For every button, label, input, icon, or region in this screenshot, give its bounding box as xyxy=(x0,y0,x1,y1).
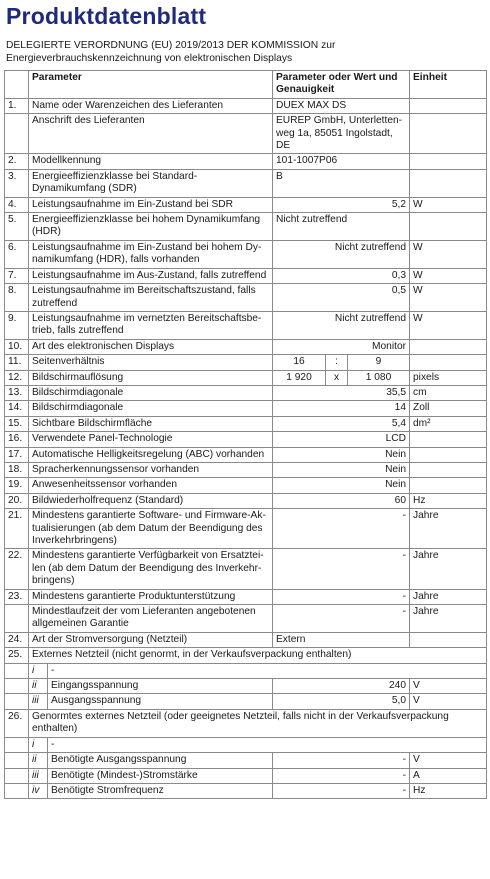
row-unit xyxy=(410,432,487,447)
row-number: 8. xyxy=(5,284,29,312)
row-unit xyxy=(410,169,487,197)
row-unit xyxy=(410,98,487,113)
table-row xyxy=(5,114,487,154)
regulation-subtitle: DELEGIERTE VERORDNUNG (EU) 2019/2013 DER KOMMISSION zur Energieverbrauchskennzeichnung von elektronischen Displays xyxy=(6,40,336,64)
row-unit xyxy=(410,462,487,477)
row-number xyxy=(5,694,29,709)
row-label: Leistungsaufnahme im vernetzten Bereitschaftsbe-trieb, falls zutreffend xyxy=(29,311,273,339)
row-label: Leistungsaufnahme im Ein-Zustand bei SDR xyxy=(29,197,273,212)
row-unit: pixels xyxy=(410,370,487,385)
table-row xyxy=(5,416,487,431)
table-row xyxy=(5,385,487,400)
row-number: 6. xyxy=(5,240,29,268)
row-unit: Jahre xyxy=(410,509,487,549)
subrow-unit: A xyxy=(410,768,487,783)
product-data-table xyxy=(4,70,487,799)
table-subrow xyxy=(5,663,487,678)
row-unit: Jahre xyxy=(410,605,487,633)
table-row xyxy=(5,213,487,241)
table-row xyxy=(5,268,487,283)
subrow-index: iii xyxy=(29,768,48,783)
row-unit: Jahre xyxy=(410,589,487,604)
row-number: 17. xyxy=(5,447,29,462)
table-row xyxy=(5,709,487,737)
row-number xyxy=(5,605,29,633)
table-row xyxy=(5,154,487,169)
row-label: Seitenverhältnis xyxy=(29,355,273,370)
row-value: Nein xyxy=(273,462,410,477)
table-row xyxy=(5,589,487,604)
header-num xyxy=(5,71,29,99)
row-value: Nein xyxy=(273,478,410,493)
table-row xyxy=(5,98,487,113)
subrow-label: - xyxy=(48,663,487,678)
table-header-row xyxy=(5,71,487,99)
row-number: 10. xyxy=(5,339,29,354)
subrow-index: i xyxy=(29,737,48,752)
subrow-unit: V xyxy=(410,679,487,694)
row-label: Anwesenheitssensor vorhanden xyxy=(29,478,273,493)
header-unit: Einheit xyxy=(410,71,487,99)
row-number: 7. xyxy=(5,268,29,283)
row-number xyxy=(5,114,29,154)
table-row xyxy=(5,478,487,493)
row-unit: W xyxy=(410,268,487,283)
row-number: 22. xyxy=(5,549,29,589)
ratio-width: 16 xyxy=(273,355,326,370)
subrow-index: iv xyxy=(29,783,48,798)
row-unit xyxy=(410,339,487,354)
table-row xyxy=(5,648,487,663)
row-number xyxy=(5,663,29,678)
row-value: Monitor xyxy=(273,339,410,354)
row-unit xyxy=(410,355,487,370)
row-unit xyxy=(410,632,487,647)
row-value: - xyxy=(273,605,410,633)
table-row xyxy=(5,605,487,633)
row-label: Mindestlaufzeit der vom Lieferanten angebotenen allgemeinen Garantie xyxy=(29,605,273,633)
row-unit: W xyxy=(410,311,487,339)
row-label: Energieeffizienzklasse bei Standard-Dynamikumfang (SDR) xyxy=(29,169,273,197)
row-number: 20. xyxy=(5,493,29,508)
row-number: 26. xyxy=(5,709,29,737)
row-number xyxy=(5,737,29,752)
row-value: - xyxy=(273,509,410,549)
table-subrow xyxy=(5,694,487,709)
row-number: 24. xyxy=(5,632,29,647)
table-row xyxy=(5,311,487,339)
row-value: - xyxy=(273,549,410,589)
table-row xyxy=(5,339,487,354)
row-number: 18. xyxy=(5,462,29,477)
row-label: Art der Stromversorgung (Netzteil) xyxy=(29,632,273,647)
row-value: 35,5 xyxy=(273,385,410,400)
table-row xyxy=(5,549,487,589)
row-value: LCD xyxy=(273,432,410,447)
table-row xyxy=(5,509,487,549)
row-value: Nicht zutreffend xyxy=(273,240,410,268)
subrow-unit: Hz xyxy=(410,783,487,798)
row-label: Energieeffizienzklasse bei hohem Dynamikumfang (HDR) xyxy=(29,213,273,241)
row-number: 23. xyxy=(5,589,29,604)
row-value: 60 xyxy=(273,493,410,508)
subrow-index: ii xyxy=(29,679,48,694)
row-number: 13. xyxy=(5,385,29,400)
row-unit xyxy=(410,478,487,493)
row-label: Mindestens garantierte Verfügbarkeit von Ersatztei-len (ab dem Datum der Beendigung des Inverkehr-bringens) xyxy=(29,549,273,589)
table-row xyxy=(5,432,487,447)
row-label: Modellkennung xyxy=(29,154,273,169)
row-unit xyxy=(410,447,487,462)
subrow-label: Eingangsspannung xyxy=(48,679,273,694)
table-row xyxy=(5,355,487,370)
table-row xyxy=(5,240,487,268)
row-value: 0,3 xyxy=(273,268,410,283)
row-label: Leistungsaufnahme im Aus-Zustand, falls zutreffend xyxy=(29,268,273,283)
row-number: 3. xyxy=(5,169,29,197)
row-label: Mindestens garantierte Software- und Firmware-Ak-tualisierungen (ab dem Datum der Beendigung des Inverkehrbringens) xyxy=(29,509,273,549)
subrow-label: Benötigte (Mindest-)Stromstärke xyxy=(48,768,273,783)
subrow-index: iii xyxy=(29,694,48,709)
table-subrow xyxy=(5,679,487,694)
row-label: Name oder Warenzeichen des Lieferanten xyxy=(29,98,273,113)
table-subrow xyxy=(5,753,487,768)
row-label: Leistungsaufnahme im Bereitschaftszustand, falls zutreffend xyxy=(29,284,273,312)
row-label: Bildschirmdiagonale xyxy=(29,401,273,416)
row-number: 9. xyxy=(5,311,29,339)
row-number: 11. xyxy=(5,355,29,370)
table-row xyxy=(5,462,487,477)
row-number xyxy=(5,679,29,694)
row-number: 2. xyxy=(5,154,29,169)
row-value: Nicht zutreffend xyxy=(273,311,410,339)
table-subrow xyxy=(5,768,487,783)
table-subrow xyxy=(5,783,487,798)
row-label: Bildschirmdiagonale xyxy=(29,385,273,400)
subrow-index: ii xyxy=(29,753,48,768)
subrow-label: Ausgangsspannung xyxy=(48,694,273,709)
row-value: Nicht zutreffend xyxy=(273,213,410,241)
resolution-separator: x xyxy=(326,370,348,385)
row-unit: W xyxy=(410,197,487,212)
row-unit: Hz xyxy=(410,493,487,508)
ratio-height: 9 xyxy=(348,355,410,370)
table-subrow xyxy=(5,737,487,752)
resolution-height: 1 080 xyxy=(348,370,410,385)
row-label: Mindestens garantierte Produktunterstützung xyxy=(29,589,273,604)
table-row xyxy=(5,370,487,385)
row-value: 5,4 xyxy=(273,416,410,431)
row-number: 16. xyxy=(5,432,29,447)
row-number xyxy=(5,783,29,798)
subrow-value: - xyxy=(273,768,410,783)
table-row xyxy=(5,447,487,462)
subrow-unit: V xyxy=(410,753,487,768)
row-number: 12. xyxy=(5,370,29,385)
row-number: 14. xyxy=(5,401,29,416)
row-label: Anschrift des Lieferanten xyxy=(29,114,273,154)
row-unit: cm xyxy=(410,385,487,400)
subrow-value: - xyxy=(273,753,410,768)
subrow-label: - xyxy=(48,737,487,752)
row-number: 21. xyxy=(5,509,29,549)
row-value: 101-1007P06 xyxy=(273,154,410,169)
row-value: Extern xyxy=(273,632,410,647)
row-number xyxy=(5,768,29,783)
row-unit: dm² xyxy=(410,416,487,431)
row-unit xyxy=(410,114,487,154)
row-value: Nein xyxy=(273,447,410,462)
ratio-separator: : xyxy=(326,355,348,370)
row-number: 1. xyxy=(5,98,29,113)
row-value: B xyxy=(273,169,410,197)
table-row xyxy=(5,401,487,416)
subrow-value: - xyxy=(273,783,410,798)
row-number: 25. xyxy=(5,648,29,663)
subrow-label: Benötigte Stromfrequenz xyxy=(48,783,273,798)
row-value: 0,5 xyxy=(273,284,410,312)
row-label: Leistungsaufnahme im Ein-Zustand bei hohem Dy-namikumfang (HDR), falls vorhanden xyxy=(29,240,273,268)
row-unit xyxy=(410,154,487,169)
row-number: 19. xyxy=(5,478,29,493)
table-row xyxy=(5,284,487,312)
header-parameter: Parameter xyxy=(29,71,273,99)
resolution-width: 1 920 xyxy=(273,370,326,385)
header-value: Parameter oder Wert und Genauigkeit xyxy=(273,71,410,99)
row-value: 14 xyxy=(273,401,410,416)
row-label: Verwendete Panel-Technologie xyxy=(29,432,273,447)
row-label: Genormtes externes Netzteil (oder geeignetes Netzteil, falls nicht in der Verkaufsverpackung enthalten) xyxy=(29,709,487,737)
row-number: 5. xyxy=(5,213,29,241)
page-title: Produktdatenblatt xyxy=(6,3,207,29)
subrow-index: i xyxy=(29,663,48,678)
table-row xyxy=(5,493,487,508)
subrow-label: Benötigte Ausgangsspannung xyxy=(48,753,273,768)
row-unit: Zoll xyxy=(410,401,487,416)
row-unit: W xyxy=(410,240,487,268)
row-label: Externes Netzteil (nicht genormt, in der Verkaufsverpackung enthalten) xyxy=(29,648,487,663)
row-label: Bildschirmauflösung xyxy=(29,370,273,385)
row-number xyxy=(5,753,29,768)
row-value: DUEX MAX DS xyxy=(273,98,410,113)
row-label: Spracherkennungssensor vorhanden xyxy=(29,462,273,477)
subrow-value: 240 xyxy=(273,679,410,694)
row-unit xyxy=(410,213,487,241)
row-label: Art des elektronischen Displays xyxy=(29,339,273,354)
subrow-value: 5,0 xyxy=(273,694,410,709)
row-number: 15. xyxy=(5,416,29,431)
row-unit: Jahre xyxy=(410,549,487,589)
row-value: - xyxy=(273,589,410,604)
subrow-unit: V xyxy=(410,694,487,709)
row-value: 5,2 xyxy=(273,197,410,212)
table-row xyxy=(5,632,487,647)
row-label: Bildwiederholfrequenz (Standard) xyxy=(29,493,273,508)
row-number: 4. xyxy=(5,197,29,212)
table-row xyxy=(5,197,487,212)
row-unit: W xyxy=(410,284,487,312)
row-label: Automatische Helligkeitsregelung (ABC) vorhanden xyxy=(29,447,273,462)
row-label: Sichtbare Bildschirmfläche xyxy=(29,416,273,431)
row-value: EUREP GmbH, Unterletten-weg 1a, 85051 Ingolstadt, DE xyxy=(273,114,410,154)
table-row xyxy=(5,169,487,197)
